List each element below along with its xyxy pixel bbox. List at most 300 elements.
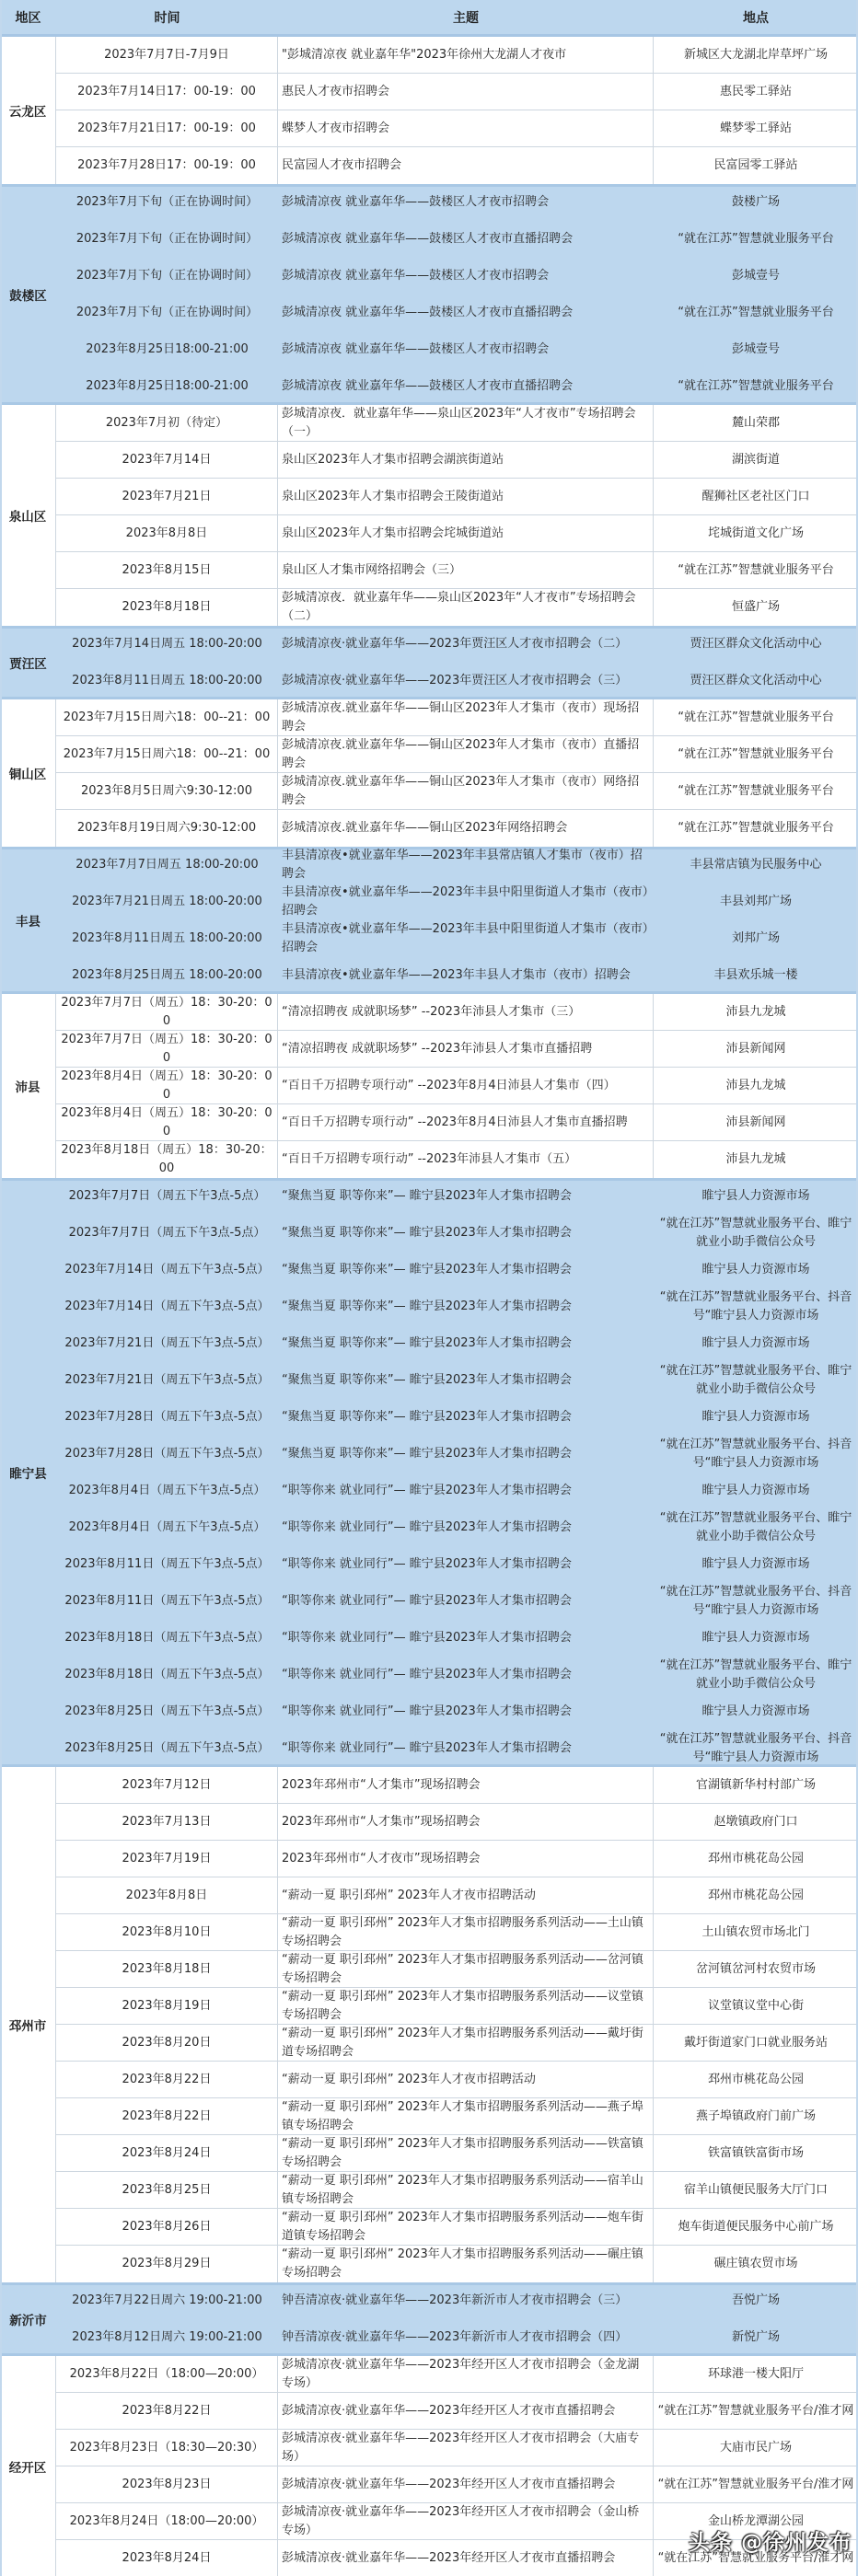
table-row (56, 1436, 858, 1473)
theme-cell: “职等你来 就业同行”— 睢宁县2023年人才集市招聘会 (282, 1484, 572, 1497)
region-rows (56, 2282, 858, 2356)
region-section (0, 37, 858, 184)
theme-cell: “聚焦当夏 职等你来”— 睢宁县2023年人才集市招聘会 (282, 1189, 572, 1203)
location-cell: “就在江苏”智慧就业服务平台/淮才网 (657, 2403, 854, 2418)
time-cell: 2023年7月22日周六 19:00-21:00 (72, 2293, 262, 2307)
location-cell: “就在江苏”智慧就业服务平台 (678, 710, 834, 724)
time-cell: 2023年7月下旬（正在协调时间） (75, 306, 259, 319)
time-cell: 2023年8月18日（周五下午3点-5点） (64, 1668, 270, 1681)
region-label: 泉山区 (0, 405, 56, 626)
theme-cell: “聚焦当夏 职等你来”— 睢宁县2023年人才集市招聘会 (282, 1336, 572, 1350)
location-cell: “就在江苏”智慧就业服务平台、睢宁就业小助手微信公众号 (659, 1658, 852, 1691)
theme-cell: 蝶梦人才夜市招聘会 (278, 110, 654, 146)
theme-cell: 泉山区2023年人才集市招聘会垞城街道站 (278, 515, 654, 551)
table-row (56, 1767, 858, 1804)
time-cell: 2023年8月25日（周五下午3点-5点） (64, 1704, 270, 1718)
location-cell: “就在江苏”智慧就业服务平台 (678, 821, 834, 835)
time-cell: 2023年8月5日周六9:30-12:00 (56, 773, 278, 809)
theme-cell: 彭城清凉夜·就业嘉年华——2023年经开区人才夜市直播招聘会 (278, 2466, 654, 2502)
location-cell: 刘邦广场 (731, 931, 780, 945)
theme-cell: 彭城清凉夜·就业嘉年华——2023年经开区人才夜市招聘会（大庙专场） (278, 2430, 654, 2466)
location-cell: “就在江苏”智慧就业服务平台 (678, 783, 834, 798)
location-cell: “就在江苏”智慧就业服务平台、睢宁就业小助手微信公众号 (659, 1364, 852, 1396)
time-cell: 2023年8月24日 (56, 2540, 278, 2576)
location-cell: “就在江苏”智慧就业服务平台 (678, 306, 834, 319)
location-cell: “就在江苏”智慧就业服务平台、抖音号“睢宁县人力资源市场 (659, 1290, 852, 1323)
table-row (56, 1325, 858, 1362)
time-cell: 2023年7月7日-7月9日 (56, 37, 278, 73)
table-row (56, 1252, 858, 1288)
location-cell: 睢宁县人力资源市场 (701, 1631, 810, 1645)
watermark: 头条 @徐州发布 (689, 2531, 852, 2555)
theme-cell: 丰县清凉夜•就业嘉年华——2023年丰县人才集市（夜市）招聘会 (282, 968, 631, 982)
theme-cell: “聚焦当夏 职等你来”— 睢宁县2023年人才集市招聘会 (282, 1226, 572, 1240)
table-row (56, 1988, 858, 2025)
table-row (56, 699, 858, 736)
table-row (56, 331, 858, 368)
time-cell: 2023年7月21日周五 18:00-20:00 (72, 895, 262, 908)
table-row (56, 1473, 858, 1509)
table-row (56, 221, 858, 258)
location-cell: 邳州市桃花岛公园 (707, 2072, 804, 2086)
table-row (56, 1914, 858, 1951)
time-cell: 2023年8月15日 (56, 552, 278, 588)
table-row (56, 2098, 858, 2135)
table-row (56, 479, 858, 515)
location-cell: 睢宁县人力资源市场 (701, 1189, 810, 1203)
time-cell: 2023年7月14日（周五下午3点-5点） (64, 1263, 270, 1276)
theme-cell: “薪动一夏 职引邳州” 2023年人才集市招聘服务系列活动——戴圩街道专场招聘会 (278, 2025, 654, 2061)
theme-cell: “薪动一夏 职引邳州” 2023年人才集市招聘服务系列活动——岔河镇专场招聘会 (278, 1951, 654, 1987)
table-row (56, 1141, 858, 1178)
location-cell: “就在江苏”智慧就业服务平台/淮才网 (657, 2551, 854, 2565)
time-cell: 2023年8月18日 (56, 589, 278, 626)
region-label: 铜山区 (0, 699, 56, 847)
table-row (56, 2062, 858, 2098)
location-cell: 麓山荣郡 (731, 415, 780, 430)
location-cell: 恒盛广场 (731, 600, 780, 614)
time-cell: 2023年8月22日（18:00—20:00） (56, 2356, 278, 2392)
time-cell: 2023年8月29日 (56, 2246, 278, 2282)
time-cell: 2023年7月28日17：00-19：00 (56, 147, 278, 184)
header-region: 地区 (15, 10, 41, 26)
table-row (56, 2025, 858, 2062)
location-cell: 沛县九龙城 (725, 1152, 786, 1166)
theme-cell: “聚焦当夏 职等你来”— 睢宁县2023年人才集市招聘会 (282, 1410, 572, 1424)
location-cell: “就在江苏”智慧就业服务平台 (678, 746, 834, 761)
table-row (56, 1620, 858, 1657)
theme-cell: “聚焦当夏 职等你来”— 睢宁县2023年人才集市招聘会 (282, 1447, 572, 1461)
theme-cell: 2023年邳州市“人才集市”现场招聘会 (278, 1767, 654, 1803)
theme-cell: “薪动一夏 职引邳州” 2023年人才夜市招聘活动 (278, 1877, 654, 1913)
time-cell: 2023年8月23日 (56, 2466, 278, 2502)
table-row (56, 626, 858, 663)
table-row (56, 2466, 858, 2503)
time-cell: 2023年7月21日17：00-19：00 (56, 110, 278, 146)
location-cell: 睢宁县人力资源市场 (701, 1410, 810, 1424)
theme-cell: 彭城清凉夜 就业嘉年华——鼓楼区人才夜市招聘会 (282, 342, 550, 356)
time-cell: 2023年7月21日 (56, 479, 278, 514)
table-row (56, 2135, 858, 2172)
theme-cell: 2023年邳州市“人才集市”现场招聘会 (278, 1804, 654, 1840)
time-cell: 2023年7月14日（周五下午3点-5点） (64, 1300, 270, 1313)
location-cell: 沛县九龙城 (725, 1078, 786, 1092)
region-label: 贾汪区 (9, 657, 47, 672)
theme-cell: “薪动一夏 职引邳州” 2023年人才夜市招聘活动 (278, 2062, 654, 2097)
theme-cell: 彭城清凉夜 就业嘉年华——鼓楼区人才夜市直播招聘会 (282, 232, 574, 246)
table-row (56, 442, 858, 479)
location-cell: “就在江苏”智慧就业服务平台/淮才网 (657, 2477, 854, 2491)
location-cell: 睢宁县人力资源市场 (701, 1263, 810, 1276)
location-cell: 醒狮社区老社区门口 (701, 489, 810, 503)
table-row (56, 147, 858, 184)
table-row (56, 1583, 858, 1620)
table-row (56, 1951, 858, 1988)
location-cell: 睢宁县人力资源市场 (701, 1557, 810, 1571)
region-label: 丰县 (16, 915, 41, 930)
region-label: 沛县 (0, 994, 56, 1178)
theme-cell: 彭城清凉夜 就业嘉年华——鼓楼区人才夜市招聘会 (282, 195, 550, 209)
location-cell: 新悦广场 (731, 2330, 780, 2344)
table-row (56, 1104, 858, 1141)
theme-cell: 彭城清凉夜 就业嘉年华——鼓楼区人才夜市直播招聘会 (282, 306, 574, 319)
location-cell: 邳州市桃花岛公园 (707, 1888, 804, 1902)
time-cell: 2023年7月7日（周五下午3点-5点） (68, 1226, 266, 1240)
location-cell: “就在江苏”智慧就业服务平台、睢宁就业小助手微信公众号 (659, 1217, 852, 1249)
location-cell: 燕子埠镇政府门前广场 (695, 2108, 816, 2123)
time-cell: 2023年8月4日（周五下午3点-5点） (68, 1520, 266, 1534)
location-cell: 铁富镇铁富街市场 (707, 2145, 804, 2160)
table-row (56, 295, 858, 331)
region-section (0, 994, 858, 1178)
time-cell: 2023年7月下旬（正在协调时间） (75, 269, 259, 283)
theme-cell: “职等你来 就业同行”— 睢宁县2023年人才集市招聘会 (282, 1557, 572, 1571)
time-cell: 2023年7月15日周六18：00--21：00 (56, 699, 278, 735)
theme-cell: “薪动一夏 职引邳州” 2023年人才集市招聘服务系列活动——燕子埠镇专场招聘会 (278, 2098, 654, 2134)
theme-cell: 彭城清凉夜·就业嘉年华——2023年经开区人才夜市招聘会（金山桥专场） (278, 2503, 654, 2539)
time-cell: 2023年7月21日（周五下午3点-5点） (64, 1373, 270, 1387)
theme-cell: “职等你来 就业同行”— 睢宁县2023年人才集市招聘会 (282, 1631, 572, 1645)
theme-cell: “百日千万招聘专项行动” --2023年沛县人才集市（五） (278, 1141, 654, 1178)
time-cell: 2023年7月7日周五 18:00-20:00 (75, 858, 259, 872)
table-row (56, 2282, 858, 2319)
theme-cell: 泉山区2023年人才集市招聘会湖滨街道站 (278, 442, 654, 478)
theme-cell: “薪动一夏 职引邳州” 2023年人才集市招聘服务系列活动——铁富镇专场招聘会 (278, 2135, 654, 2171)
theme-cell: “清凉招聘夜 成就职场梦” --2023年沛县人才集市直播招聘 (278, 1031, 654, 1067)
table-row (56, 2356, 858, 2393)
table-row (56, 773, 858, 810)
table-row (56, 994, 858, 1031)
region-rows (56, 847, 858, 994)
location-cell: 议堂镇议堂中心街 (707, 1998, 804, 2013)
location-cell: 碾庄镇农贸市场 (713, 2257, 798, 2270)
time-cell: 2023年7月28日（周五下午3点-5点） (64, 1410, 270, 1424)
theme-cell: 泉山区2023年人才集市招聘会王陵街道站 (278, 479, 654, 514)
theme-cell: 彭城清凉夜．就业嘉年华——泉山区2023年“人才夜市”专场招聘会（二） (278, 589, 654, 626)
table-row (56, 1730, 858, 1767)
theme-cell: “薪动一夏 职引邳州” 2023年人才集市招聘服务系列活动——炮车街道镇专场招聘会 (278, 2209, 654, 2245)
region-rows (56, 37, 858, 184)
location-cell: 鼓楼广场 (731, 195, 780, 209)
region-section (0, 699, 858, 847)
theme-cell: “聚焦当夏 职等你来”— 睢宁县2023年人才集市招聘会 (282, 1373, 572, 1387)
location-cell: 沛县新闻网 (725, 1115, 786, 1129)
location-cell: 沛县新闻网 (725, 1041, 786, 1056)
location-cell: 贾汪区群众文化活动中心 (690, 637, 822, 651)
location-cell: “就在江苏”智慧就业服务平台 (678, 562, 834, 577)
table-row (56, 884, 858, 920)
table-row (56, 736, 858, 773)
time-cell: 2023年8月26日 (56, 2209, 278, 2245)
table-row (56, 37, 858, 74)
location-cell: 环球港一楼大阳厅 (707, 2366, 804, 2381)
theme-cell: 彭城清凉夜.就业嘉年华——铜山区2023年人才集市（夜市）网络招聘会 (278, 773, 654, 809)
region-label: 新沂市 (9, 2314, 47, 2328)
theme-cell: “薪动一夏 职引邳州” 2023年人才集市招聘服务系列活动——议堂镇专场招聘会 (278, 1988, 654, 2024)
location-cell: 大庙市民广场 (719, 2440, 792, 2455)
region-section (0, 1767, 858, 2282)
theme-cell: 2023年邳州市“人才夜市”现场招聘会 (278, 1841, 654, 1877)
location-cell: 新城区大龙湖北岸草坪广场 (683, 47, 828, 62)
location-cell: 惠民零工驿站 (719, 84, 792, 98)
table-row (56, 2319, 858, 2356)
table-body (0, 37, 858, 2576)
theme-cell: 钟吾清凉夜·就业嘉年华——2023年新沂市人才夜市招聘会（三） (282, 2293, 628, 2307)
time-cell: 2023年7月15日周六18：00--21：00 (56, 736, 278, 772)
time-cell: 2023年7月7日（周五下午3点-5点） (68, 1189, 266, 1203)
table-row (56, 2430, 858, 2466)
time-cell: 2023年8月11日周五 18:00-20:00 (72, 674, 262, 687)
theme-cell: “百日千万招聘专项行动” --2023年8月4日沛县人才集市直播招聘 (278, 1104, 654, 1140)
location-cell: 宿羊山镇便民服务大厅门口 (683, 2182, 828, 2197)
theme-cell: “清凉招聘夜 成就职场梦” --2023年沛县人才集市（三） (278, 994, 654, 1030)
region-label: 睢宁县 (9, 1467, 47, 1482)
region-label: 邳州市 (0, 1767, 56, 2282)
table-row (56, 1031, 858, 1068)
time-cell: 2023年7月下旬（正在协调时间） (75, 232, 259, 246)
location-cell: 戴圩街道家门口就业服务站 (683, 2035, 828, 2050)
time-cell: 2023年7月13日 (56, 1804, 278, 1840)
table-header (0, 0, 858, 37)
region-rows (56, 1767, 858, 2282)
location-cell: 丰县常店镇为民服务中心 (690, 858, 822, 872)
table-row (56, 1178, 858, 1215)
theme-cell: 彭城清凉夜·就业嘉年华——2023年经开区人才夜市直播招聘会 (278, 2540, 654, 2576)
time-cell: 2023年8月19日周六9:30-12:00 (56, 810, 278, 847)
region-label: 云龙区 (0, 37, 56, 184)
time-cell: 2023年8月4日（周五下午3点-5点） (68, 1484, 266, 1497)
location-cell: 睢宁县人力资源市场 (701, 1484, 810, 1497)
region-rows (56, 405, 858, 626)
region-section (0, 184, 858, 405)
table-row (56, 1215, 858, 1252)
header-location: 地点 (743, 10, 769, 26)
time-cell: 2023年7月7日（周五）18：30-20：00 (56, 1031, 278, 1067)
region-section (0, 847, 858, 994)
location-cell: “就在江苏”智慧就业服务平台 (678, 232, 834, 246)
theme-cell: 彭城清凉夜 就业嘉年华——鼓楼区人才夜市直播招聘会 (282, 379, 574, 393)
theme-cell: “薪动一夏 职引邳州” 2023年人才集市招聘服务系列活动——碾庄镇专场招聘会 (278, 2246, 654, 2282)
location-cell: 邳州市桃花岛公园 (707, 1851, 804, 1866)
table-row (56, 258, 858, 295)
time-cell: 2023年8月24日（18:00—20:00） (56, 2503, 278, 2539)
theme-cell: “职等你来 就业同行”— 睢宁县2023年人才集市招聘会 (282, 1704, 572, 1718)
time-cell: 2023年8月18日（周五）18：30-20：00 (56, 1141, 278, 1178)
time-cell: 2023年8月11日（周五下午3点-5点） (64, 1594, 270, 1608)
time-cell: 2023年7月14日17：00-19：00 (56, 74, 278, 110)
table-row (56, 589, 858, 626)
table-row (56, 2209, 858, 2246)
theme-cell: “百日千万招聘专项行动” --2023年8月4日沛县人才集市（四） (278, 1068, 654, 1103)
theme-cell: "彭城清凉夜 就业嘉年华"2023年徐州大龙湖人才夜市 (278, 37, 654, 73)
location-cell: 贾汪区群众文化活动中心 (690, 674, 822, 687)
location-cell: “就在江苏”智慧就业服务平台、睢宁就业小助手微信公众号 (659, 1511, 852, 1543)
theme-cell: “职等你来 就业同行”— 睢宁县2023年人才集市招聘会 (282, 1594, 572, 1608)
region-label: 鼓楼区 (9, 289, 47, 304)
location-cell: 吾悦广场 (731, 2293, 780, 2307)
location-cell: 丰县刘邦广场 (719, 895, 792, 908)
region-section (0, 405, 858, 626)
time-cell: 2023年8月22日 (56, 2062, 278, 2097)
time-cell: 2023年8月12日周六 19:00-21:00 (72, 2330, 262, 2344)
theme-cell: 泉山区人才集市网络招聘会（三） (278, 552, 654, 588)
location-cell: 土山镇农贸市场北门 (701, 1924, 810, 1939)
table-row (56, 920, 858, 957)
location-cell: 彭城壹号 (731, 342, 780, 356)
theme-cell: 彭城清凉夜·就业嘉年华——2023年贾汪区人才夜市招聘会（二） (282, 637, 628, 651)
table-row (56, 810, 858, 847)
table-row (56, 1804, 858, 1841)
region-section (0, 1178, 858, 1767)
time-cell: 2023年8月20日 (56, 2025, 278, 2061)
time-cell: 2023年7月19日 (56, 1841, 278, 1877)
time-cell: 2023年7月14日周五 18:00-20:00 (72, 637, 262, 651)
time-cell: 2023年8月22日 (56, 2098, 278, 2134)
table-row (56, 1068, 858, 1104)
location-cell: 湖滨街道 (731, 452, 780, 467)
theme-cell: 丰县清凉夜•就业嘉年华——2023年丰县中阳里街道人才集市（夜市）招聘会 (282, 885, 649, 918)
location-cell: “就在江苏”智慧就业服务平台、抖音号“睢宁县人力资源市场 (659, 1438, 852, 1470)
table-row (56, 1288, 858, 1325)
location-cell: 岔河镇岔河村农贸市场 (695, 1961, 816, 1976)
theme-cell: 彭城清凉夜.就业嘉年华——铜山区2023年人才集市（夜市）直播招聘会 (278, 736, 654, 772)
theme-cell: “聚焦当夏 职等你来”— 睢宁县2023年人才集市招聘会 (282, 1263, 572, 1276)
theme-cell: 彭城清凉夜·就业嘉年华——2023年经开区人才夜市直播招聘会 (278, 2393, 654, 2429)
location-cell: 睢宁县人力资源市场 (701, 1704, 810, 1718)
time-cell: 2023年7月28日（周五下午3点-5点） (64, 1447, 270, 1461)
location-cell: 彭城壹号 (731, 269, 780, 283)
time-cell: 2023年8月22日 (56, 2393, 278, 2429)
table-row (56, 847, 858, 884)
time-cell: 2023年8月18日（周五下午3点-5点） (64, 1631, 270, 1645)
table-row (56, 1693, 858, 1730)
theme-cell: “职等你来 就业同行”— 睢宁县2023年人才集市招聘会 (282, 1520, 572, 1534)
region-rows (56, 994, 858, 1178)
time-cell: 2023年8月23日（18:30—20:30） (56, 2430, 278, 2466)
location-cell: 官湖镇新华村村部广场 (695, 1777, 816, 1792)
table-row (56, 74, 858, 110)
table-row (56, 2172, 858, 2209)
theme-cell: “职等你来 就业同行”— 睢宁县2023年人才集市招聘会 (282, 1668, 572, 1681)
table-row (56, 1509, 858, 1546)
time-cell: 2023年8月11日周五 18:00-20:00 (72, 931, 262, 945)
location-cell: 蝶梦零工驿站 (719, 121, 792, 135)
theme-cell: 彭城清凉夜·就业嘉年华——2023年贾汪区人才夜市招聘会（三） (282, 674, 628, 687)
region-rows (56, 626, 858, 699)
table-row (56, 1399, 858, 1436)
location-cell: 沛县九龙城 (725, 1004, 786, 1019)
theme-cell: 丰县清凉夜•就业嘉年华——2023年丰县中阳里街道人才集市（夜市）招聘会 (282, 922, 649, 954)
location-cell: “就在江苏”智慧就业服务平台 (678, 379, 834, 393)
theme-cell: “职等你来 就业同行”— 睢宁县2023年人才集市招聘会 (282, 1741, 572, 1755)
time-cell: 2023年8月4日（周五）18：30-20：00 (56, 1104, 278, 1140)
location-cell: 丰县欢乐城一楼 (713, 968, 798, 982)
table-row (56, 1877, 858, 1914)
table-row (56, 1362, 858, 1399)
time-cell: 2023年8月25日周五 18:00-20:00 (72, 968, 262, 982)
region-section (0, 626, 858, 699)
region-rows (56, 699, 858, 847)
time-cell: 2023年7月12日 (56, 1767, 278, 1803)
time-cell: 2023年8月8日 (56, 515, 278, 551)
region-rows (56, 1178, 858, 1767)
theme-cell: 彭城清凉夜.就业嘉年华——铜山区2023年网络招聘会 (278, 810, 654, 847)
time-cell: 2023年8月19日 (56, 1988, 278, 2024)
table-row (56, 515, 858, 552)
location-cell: 睢宁县人力资源市场 (701, 1336, 810, 1350)
table-row (56, 552, 858, 589)
table-row (56, 184, 858, 221)
table-row (56, 368, 858, 405)
time-cell: 2023年8月10日 (56, 1914, 278, 1950)
time-cell: 2023年7月14日 (56, 442, 278, 478)
location-cell: 垞城街道文化广场 (707, 526, 804, 540)
location-cell: 民富园零工驿站 (713, 158, 798, 172)
theme-cell: 惠民人才夜市招聘会 (278, 74, 654, 110)
theme-cell: 彭城清凉夜.就业嘉年华——铜山区2023年人才集市（夜市）现场招聘会 (278, 699, 654, 735)
theme-cell: 彭城清凉夜．就业嘉年华——泉山区2023年“人才夜市”专场招聘会（一） (278, 405, 654, 441)
location-cell: “就在江苏”智慧就业服务平台、抖音号“睢宁县人力资源市场 (659, 1732, 852, 1764)
table-row (56, 1657, 858, 1693)
time-cell: 2023年8月25日18:00-21:00 (86, 379, 249, 393)
region-label: 经开区 (0, 2356, 56, 2576)
time-cell: 2023年8月25日18:00-21:00 (86, 342, 249, 356)
theme-cell: 丰县清凉夜•就业嘉年华——2023年丰县常店镇人才集市（夜市）招聘会 (282, 849, 643, 881)
theme-cell: 彭城清凉夜·就业嘉年华——2023年经开区人才夜市招聘会（金龙湖专场） (278, 2356, 654, 2392)
theme-cell: “薪动一夏 职引邳州” 2023年人才集市招聘服务系列活动——土山镇专场招聘会 (278, 1914, 654, 1950)
header-theme: 主题 (453, 10, 479, 26)
table-row (56, 2246, 858, 2282)
time-cell: 2023年8月11日（周五下午3点-5点） (64, 1557, 270, 1571)
theme-cell: 民富园人才夜市招聘会 (278, 147, 654, 184)
time-cell: 2023年7月初（待定） (56, 405, 278, 441)
table-row (56, 110, 858, 147)
table-row (56, 1546, 858, 1583)
location-cell: 赵墩镇政府门口 (713, 1814, 798, 1829)
header-time: 时间 (154, 10, 180, 26)
theme-cell: 彭城清凉夜 就业嘉年华——鼓楼区人才夜市招聘会 (282, 269, 550, 283)
region-section (0, 2282, 858, 2356)
table-row (56, 957, 858, 994)
time-cell: 2023年8月18日 (56, 1951, 278, 1987)
theme-cell: 钟吾清凉夜·就业嘉年华——2023年新沂市人才夜市招聘会（四） (282, 2330, 628, 2344)
theme-cell: “薪动一夏 职引邳州” 2023年人才集市招聘服务系列活动——宿羊山镇专场招聘会 (278, 2172, 654, 2208)
table-row (56, 2393, 858, 2430)
time-cell: 2023年8月4日（周五）18：30-20：00 (56, 1068, 278, 1103)
location-cell: 金山桥龙潭湖公园 (707, 2513, 804, 2528)
time-cell: 2023年7月7日（周五）18：30-20：00 (56, 994, 278, 1030)
table-row (56, 663, 858, 699)
